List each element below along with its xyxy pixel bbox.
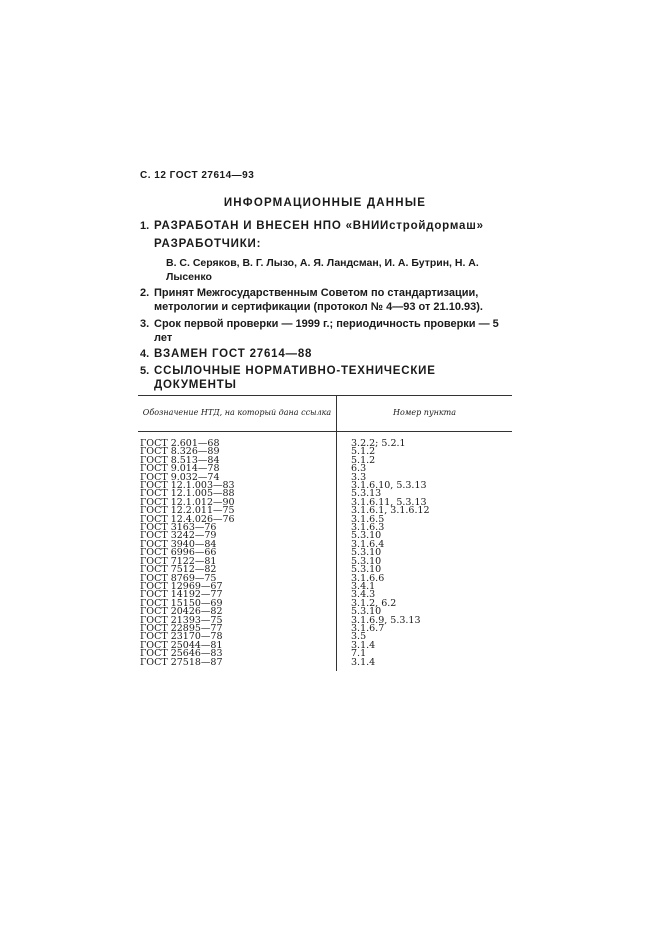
document-cell: ГОСТ 25646—83 xyxy=(138,650,337,658)
item-5-number: 5. xyxy=(140,365,150,377)
developers-list: В. С. Серяков, В. Г. Лызо, А. Я. Ландсман, И. А. Бутрин, Н. А. Лысенко xyxy=(166,257,479,283)
document-cell: ГОСТ 9.032—74 xyxy=(138,474,337,482)
item-1 xyxy=(140,219,512,233)
clause-cell: 3.4.1 xyxy=(351,580,376,592)
clause-cell: 3.1.6.11, 5.3.13 xyxy=(351,496,427,508)
document-cell: ГОСТ 15150—69 xyxy=(138,600,337,608)
clause-cell: 3.1.6.4 xyxy=(351,538,385,550)
document-cell: ГОСТ 12.2.011—75 xyxy=(138,507,337,515)
item-1-text: РАЗРАБОТАН И ВНЕСЕН НПО «ВНИИстройдормаш» xyxy=(154,220,484,232)
document-cell: ГОСТ 8.326—89 xyxy=(138,448,337,456)
document-cell: ГОСТ 25044—81 xyxy=(138,642,337,650)
clause-cell: 5.3.10 xyxy=(351,564,382,576)
document-cell: ГОСТ 21393—75 xyxy=(138,617,337,625)
section-title: ИНФОРМАЦИОННЫЕ ДАННЫЕ xyxy=(223,197,427,209)
clause-cell: 3.1.6.9, 5.3.13 xyxy=(351,614,421,626)
document-cell: ГОСТ 2.601—68 xyxy=(138,432,337,449)
clause-cell: 7.1 xyxy=(351,648,367,660)
document-cell: ГОСТ 8.513—84 xyxy=(138,457,337,465)
document-cell: ГОСТ 9.014—78 xyxy=(138,465,337,473)
table-header-row xyxy=(138,396,512,432)
item-2-number: 2. xyxy=(140,287,150,299)
document-cell: ГОСТ 3242—79 xyxy=(138,532,337,540)
item-3-text: Срок первой проверки — 1999 г.; периодичность проверки — 5 лет xyxy=(154,318,499,344)
clause-cell: 5.3.10 xyxy=(351,530,382,542)
document-cell: ГОСТ 12.1.005—88 xyxy=(138,490,337,498)
document-cell: ГОСТ 7512—82 xyxy=(138,566,337,574)
table-row xyxy=(138,659,512,671)
clause-cell: 3.1.4 xyxy=(351,656,376,668)
item-2-text: Принят Межгосударственным Советом по стандартизации, метрологии и сертификации (протокол № 4—93 от 21.10.93). xyxy=(154,287,483,313)
developers-label: РАЗРАБОТЧИКИ: xyxy=(154,238,262,250)
clause-cell: 3.2.2; 5.2.1 xyxy=(351,438,406,449)
item-2 xyxy=(140,286,512,314)
clause-cell: 6.3 xyxy=(351,463,367,475)
document-cell: ГОСТ 22895—77 xyxy=(138,625,337,633)
item-3 xyxy=(140,317,512,345)
clause-cell: 3.1.6.5 xyxy=(351,513,385,525)
document-cell: ГОСТ 7122—81 xyxy=(138,558,337,566)
references-table xyxy=(138,395,512,671)
document-cell: ГОСТ 12969—67 xyxy=(138,583,337,591)
clause-cell: 5.1.2 xyxy=(351,446,376,458)
clause-cell: 3.1.4 xyxy=(351,639,376,651)
clause-cell: 5.3.13 xyxy=(351,488,382,500)
item-3-number: 3. xyxy=(140,318,150,330)
document-cell: ГОСТ 27518—87 xyxy=(138,659,337,671)
document-cell: ГОСТ 12.4.026—76 xyxy=(138,516,337,524)
clause-cell: 5.1.2 xyxy=(351,454,376,466)
item-4-number: 4. xyxy=(140,348,150,360)
document-cell: ГОСТ 8769—75 xyxy=(138,575,337,583)
column-header-clause: Номер пункта xyxy=(337,396,513,432)
page-header: С. 12 ГОСТ 27614—93 xyxy=(140,170,255,181)
document-cell: ГОСТ 3163—76 xyxy=(138,524,337,532)
clause-cell: 3.5 xyxy=(351,631,367,643)
clause-cell: 5.3.10 xyxy=(351,547,382,559)
clause-cell: 3.1.6.6 xyxy=(351,572,385,584)
document-cell: ГОСТ 14192—77 xyxy=(138,591,337,599)
clause-cell: 3.1.6.7 xyxy=(351,622,385,634)
item-5-text: ССЫЛОЧНЫЕ НОРМАТИВНО-ТЕХНИЧЕСКИЕ ДОКУМЕНТЫ xyxy=(154,365,436,391)
document-cell: ГОСТ 12.1.003—83 xyxy=(138,482,337,490)
clause-cell: 3.3 xyxy=(351,471,367,483)
clause-cell: 5.3.10 xyxy=(351,606,382,618)
document-cell: ГОСТ 20426—82 xyxy=(138,608,337,616)
clause-cell: 5.3.10 xyxy=(351,555,382,567)
document-cell: ГОСТ 3940—84 xyxy=(138,541,337,549)
item-5 xyxy=(140,364,512,392)
document-cell: ГОСТ 23170—78 xyxy=(138,633,337,641)
clause-cell: 3.1.6.1, 3.1.6.12 xyxy=(351,505,430,517)
column-header-document: Обозначение НТД, на который дана ссылка xyxy=(138,396,337,432)
clause-cell: 3.1.6.10, 5.3.13 xyxy=(351,480,427,492)
clause-cell: 3.4.3 xyxy=(351,589,376,601)
item-4 xyxy=(140,347,512,361)
item-1-number: 1. xyxy=(140,220,150,232)
item-4-text: ВЗАМЕН ГОСТ 27614—88 xyxy=(154,348,313,360)
document-cell: ГОСТ 12.1.012—90 xyxy=(138,499,337,507)
clause-cell: 3.1.2, 6.2 xyxy=(351,597,397,609)
clause-cell: 3.1.6.3 xyxy=(351,522,385,534)
document-cell: ГОСТ 6996—66 xyxy=(138,549,337,557)
